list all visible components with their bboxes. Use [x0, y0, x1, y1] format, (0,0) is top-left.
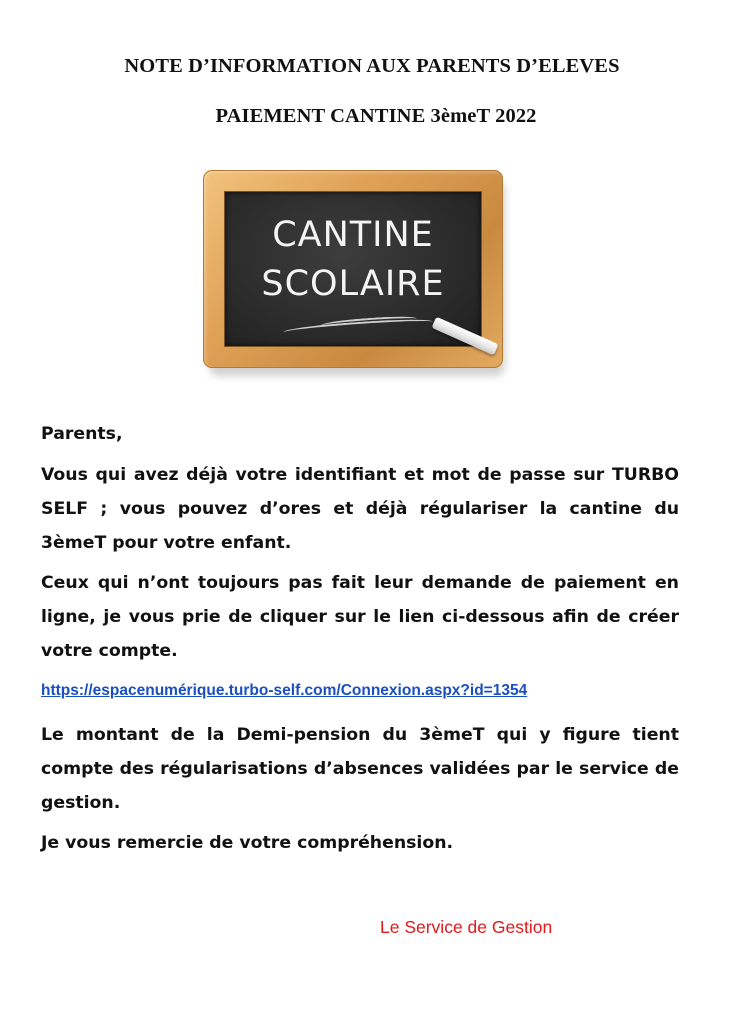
chalkboard-text-line1: CANTINE [272, 215, 434, 255]
cantine-chalkboard-illustration [203, 170, 509, 376]
document-subtitle: PAIEMENT CANTINE 3èmeT 2022 [215, 105, 537, 127]
paragraph-create-account: Ceux qui n’ont toujours pas fait leur demande de paiement en ligne, je vous prie de cliquer sur le lien ci-dessous afin de créer votre compte. [41, 573, 679, 661]
document-title: NOTE D’INFORMATION AUX PARENTS D’ELEVES [124, 55, 620, 77]
paragraph-thanks: Je vous remercie de votre compréhension. [41, 833, 454, 853]
greeting-text: Parents, [41, 424, 123, 444]
paragraph-existing-account: Vous qui avez déjà votre identifiant et mot de passe sur TURBO SELF ; vous pouvez d’ores et déjà régulariser la cantine du 3èmeT pour votre enfant. [41, 465, 679, 553]
turbo-self-connexion-link[interactable]: https://espacenumérique.turbo-self.com/Connexion.aspx?id=1354 [41, 682, 528, 699]
signature-service-gestion: Le Service de Gestion [380, 917, 553, 937]
paragraph-demi-pension-amount: Le montant de la Demi-pension du 3èmeT qui y figure tient compte des régularisations d’absences validées par le service de gestion. [41, 725, 679, 813]
chalkboard-text-line2: SCOLAIRE [261, 264, 445, 304]
